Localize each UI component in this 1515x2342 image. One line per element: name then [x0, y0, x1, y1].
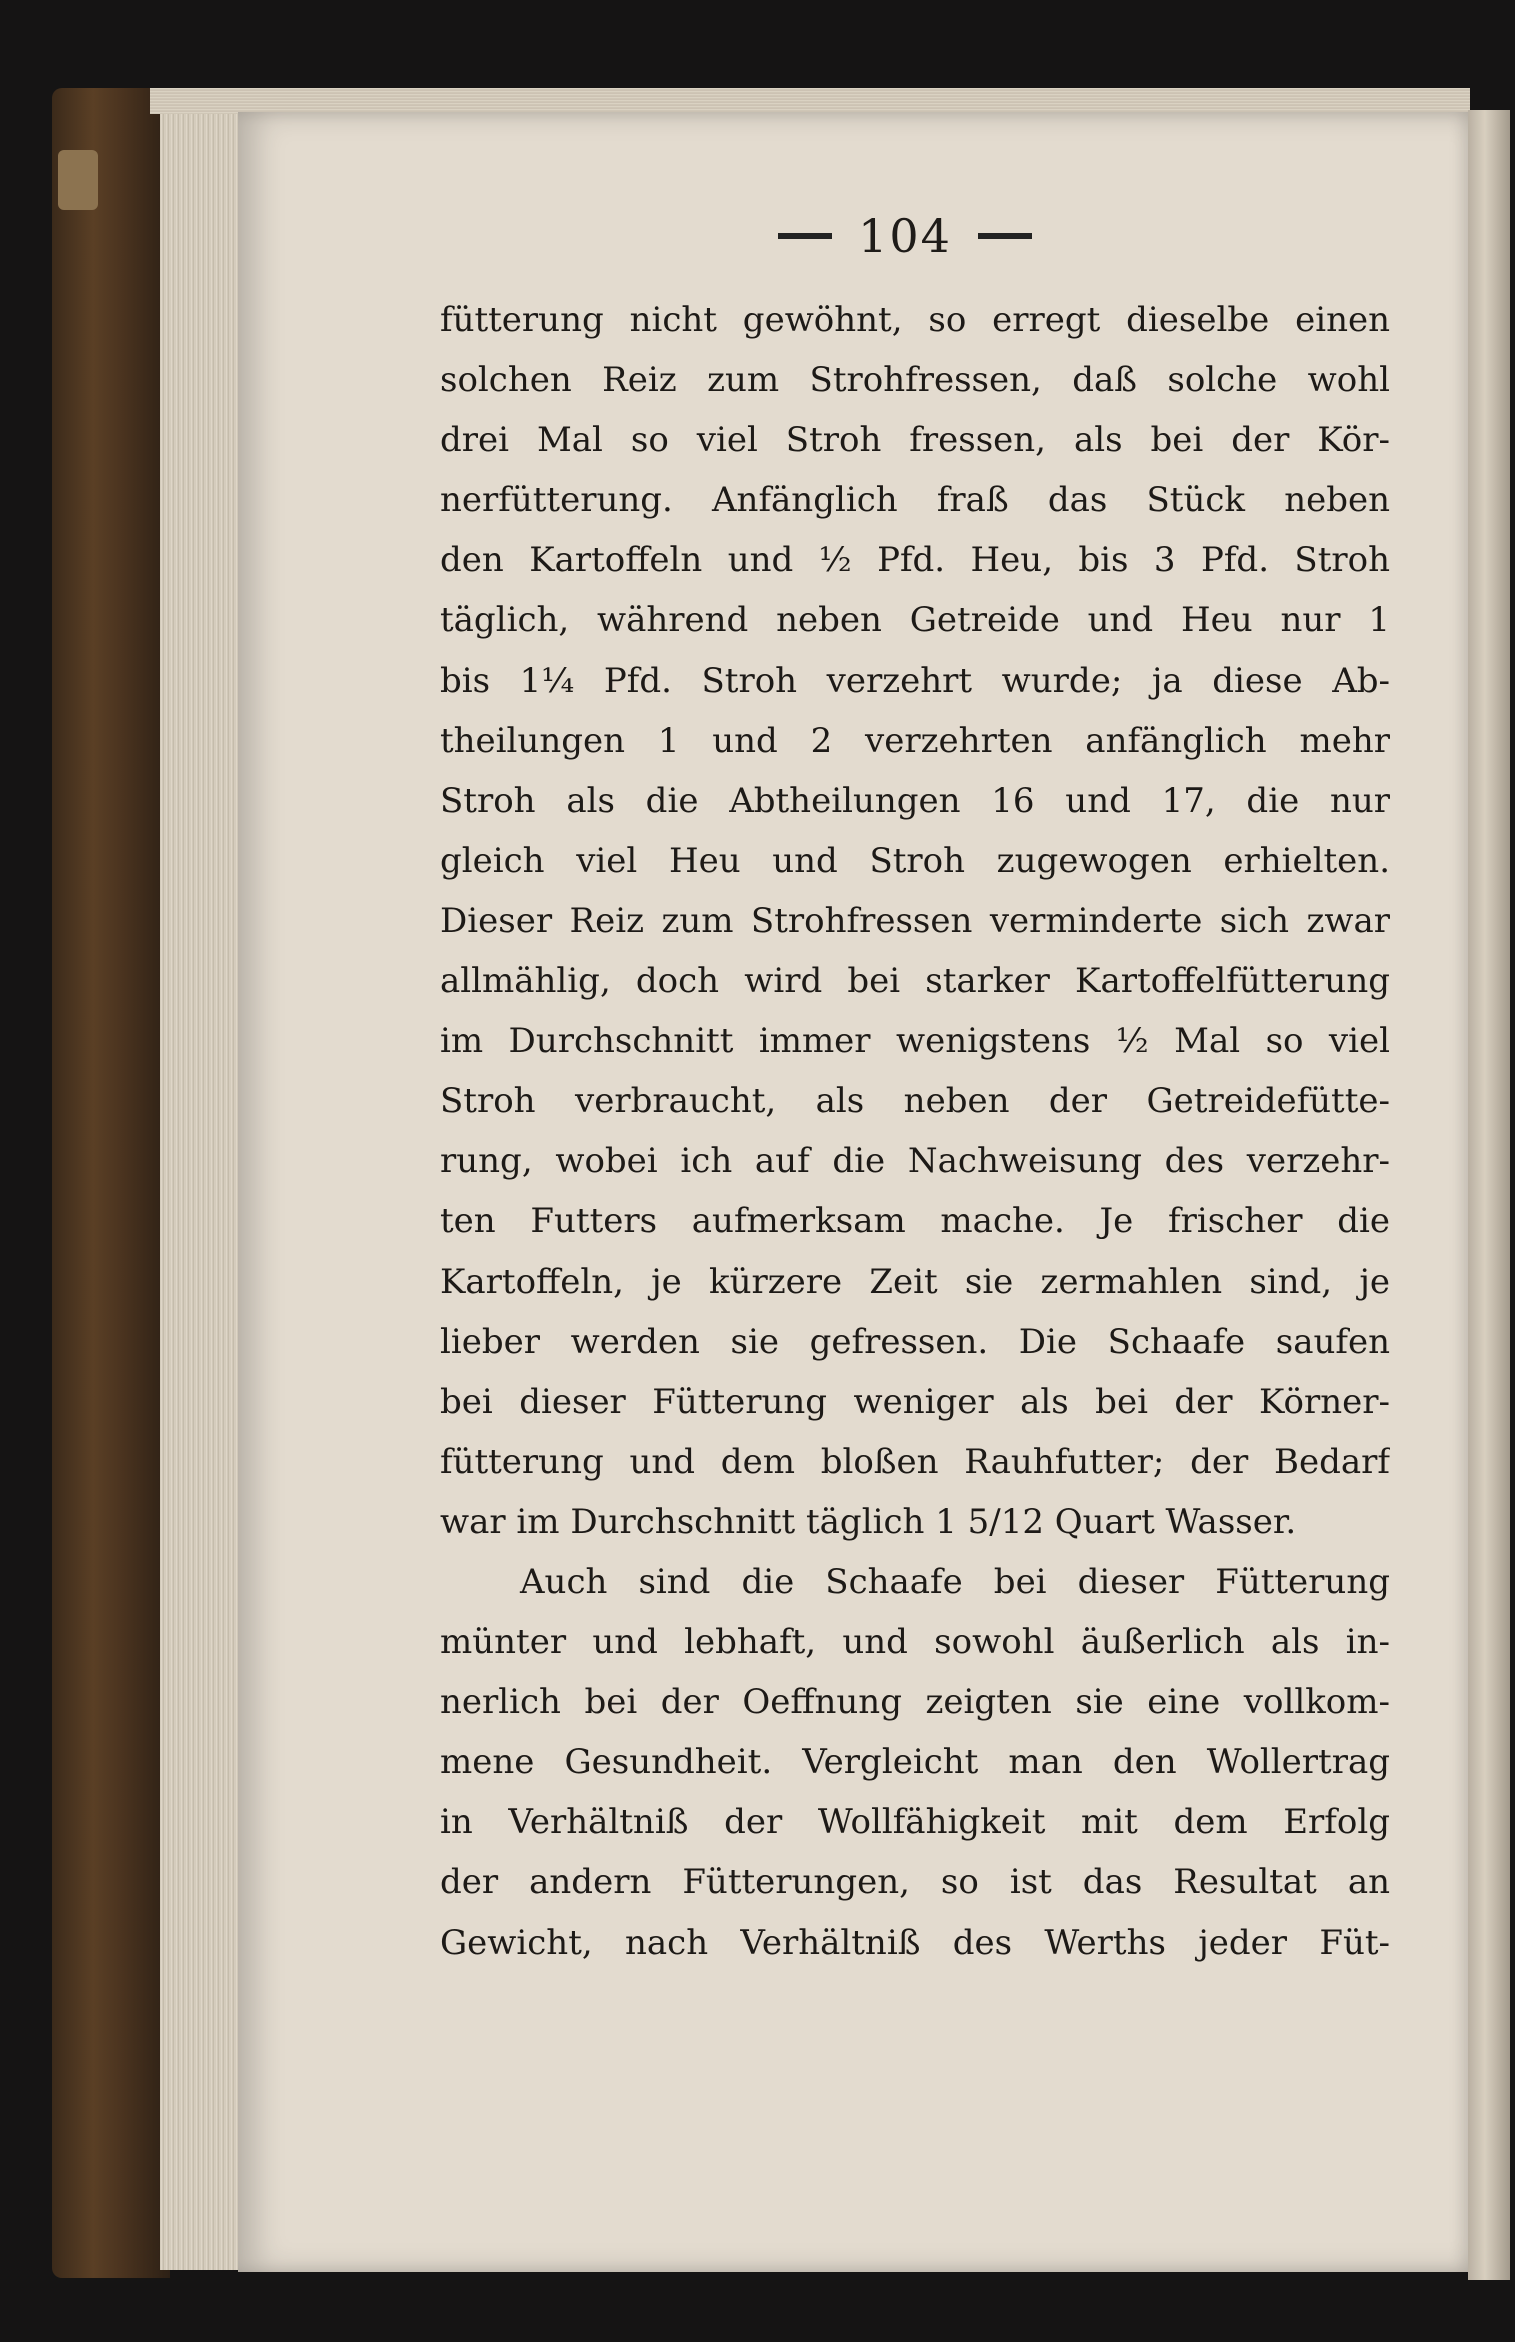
text-line: solchen Reiz zum Strohfressen, daß solche wohl [440, 360, 1390, 401]
text-line: Stroh als die Abtheilungen 16 und 17, die nur [440, 780, 1390, 821]
text-line: Gewicht, nach Verhältniß des Werths jeder Füt- [440, 1922, 1390, 1963]
text-line: allmählig, doch wird bei starker Kartoffelfütterung [440, 961, 1390, 1002]
text-line: ten Futters aufmerksam mache. Je frischer die [440, 1201, 1390, 1242]
text-line: in Verhältniß der Wollfähigkeit mit dem Erfolg [440, 1802, 1390, 1843]
text-line: fütterung nicht gewöhnt, so erregt dieselbe einen [440, 300, 1390, 340]
next-page-edge [1468, 110, 1510, 2280]
text-line: fütterung und dem bloßen Rauhfutter; der Bedarf [440, 1441, 1390, 1482]
text-line: münter und lebhaft, und sowohl äußerlich als in- [440, 1622, 1390, 1663]
text-line: Auch sind die Schaafe bei dieser Fütterung [520, 1561, 1390, 1602]
text-line: bis 1¼ Pfd. Stroh verzehrt wurde; ja diese Ab- [440, 660, 1390, 701]
text-line: nerfütterung. Anfänglich fraß das Stück neben [440, 480, 1390, 521]
text-line: mene Gesundheit. Vergleicht man den Wollertrag [440, 1742, 1390, 1783]
text-line: im Durchschnitt immer wenigstens ½ Mal so viel [440, 1021, 1390, 1062]
text-line: den Kartoffeln und ½ Pfd. Heu, bis 3 Pfd. Stroh [440, 540, 1390, 581]
header-dash-right [978, 233, 1032, 239]
text-line: bei dieser Fütterung weniger als bei der Körner- [440, 1381, 1390, 1422]
cover-corner-wear [58, 150, 98, 210]
page-header [740, 206, 1070, 266]
text-line: gleich viel Heu und Stroh zugewogen erhielten. [440, 840, 1390, 881]
text-line: drei Mal so viel Stroh fressen, als bei der Kör- [440, 420, 1390, 461]
text-line: nerlich bei der Oeffnung zeigten sie eine vollkom- [440, 1682, 1390, 1723]
page-number: 104 [858, 209, 952, 263]
text-line: täglich, während neben Getreide und Heu nur 1 [440, 600, 1390, 641]
text-line: theilungen 1 und 2 verzehrten anfänglich mehr [440, 720, 1390, 761]
text-line: der andern Fütterungen, so ist das Resultat an [440, 1862, 1390, 1903]
page-top-edges [150, 88, 1470, 114]
book-cover [52, 88, 170, 2278]
text-line: rung, wobei ich auf die Nachweisung des verzehr- [440, 1141, 1390, 1182]
text-line: Dieser Reiz zum Strohfressen verminderte sich zwar [440, 900, 1390, 941]
text-line: Stroh verbraucht, als neben der Getreidefütte- [440, 1081, 1390, 1122]
text-line: lieber werden sie gefressen. Die Schaafe saufen [440, 1321, 1390, 1362]
header-dash-left [778, 233, 832, 239]
text-line: war im Durchschnitt täglich 1 5/12 Quart Wasser. [440, 1501, 1297, 1542]
text-line: Kartoffeln, je kürzere Zeit sie zermahlen sind, je [440, 1261, 1390, 1302]
page-edges [160, 100, 250, 2270]
body-text [440, 290, 1390, 1973]
